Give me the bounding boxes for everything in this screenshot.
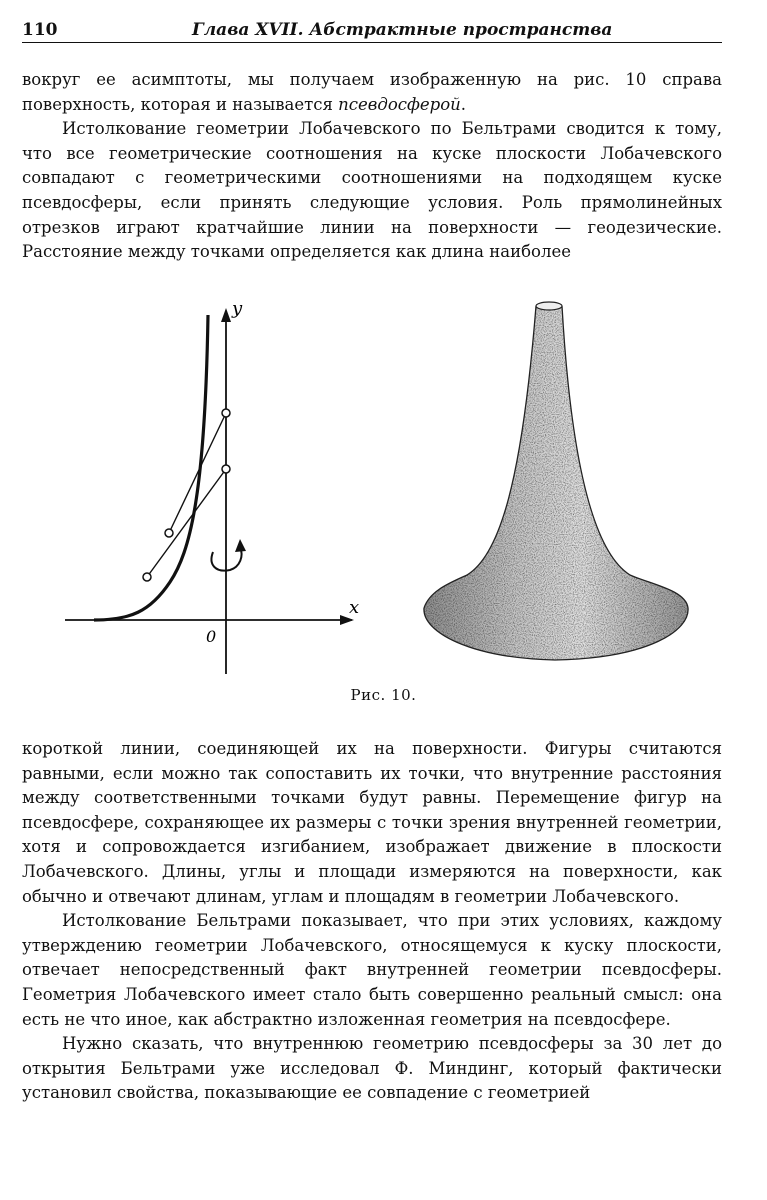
tangent-line-lower	[147, 469, 226, 577]
paragraph	[22, 68, 722, 117]
tractrix-curve	[94, 315, 208, 620]
term-pseudosphere: псевдосферой	[338, 94, 461, 114]
y-axis-label: y	[232, 298, 243, 319]
text-block-bottom	[22, 737, 722, 1106]
axis-point	[222, 465, 230, 473]
paragraph: короткой линии, соединяющей их на поверхности. Фигуры считаются равными, если можно так сопоставить их точки, что внутренние расстояния между соответственными точками будут равны. Перемещение фигур на псевдосфере, сохраняющее их размеры с точки зрения внутренней геометрии, хотя и сопровождается изгибанием, изображает движение в плоскости Лобачевского. Длины, углы и площади измеряются на поверхности, как обычно и отвечают длинам, углам и площадям в геометрии Лобачевского.	[22, 739, 722, 906]
figure-caption: Рис. 10.	[350, 686, 417, 704]
running-title: Глава XVII. Абстрактные пространства	[192, 20, 613, 40]
pseudosphere-stipple	[424, 306, 688, 660]
tangent-point	[165, 529, 173, 537]
figure-10	[50, 290, 730, 690]
axis-point	[222, 409, 230, 417]
tractrix-diagram	[65, 298, 359, 674]
figure-svg	[50, 290, 730, 690]
pseudosphere-top-opening	[536, 302, 562, 310]
paragraph: Нужно сказать, что внутреннюю геометрию псевдосферы за 30 лет до открытия Бельтрами уже исследовал Ф. Миндинг, который фактически установил свойства, показывающие ее совпадение с геометрией	[22, 1034, 722, 1103]
origin-label: 0	[206, 627, 217, 646]
pseudosphere-drawing	[424, 302, 688, 660]
x-axis-label: x	[349, 597, 360, 618]
rotation-arrowhead	[235, 539, 246, 552]
tangent-line-upper	[169, 413, 226, 533]
paragraph: Истолкование геометрии Лобачевского по Бельтрами сводится к тому, что все геометрические соотношения на куске плоскости Лобачевского совпадают с геометрическими соотношениями на подходящем куске псевдосферы, если принять следующие условия. Роль прямолинейных отрезков играют кратчайшие линии на поверхности — геодезические. Расстояние между точками определяется как длина наиболее	[22, 119, 722, 262]
text-span: вокруг ее асимптоты, мы получаем изображенную на рис. 10 справа поверхность, которая и называется	[22, 70, 722, 114]
page-number: 110	[22, 20, 58, 40]
tangent-point	[143, 573, 151, 581]
text-span: .	[460, 94, 467, 114]
y-axis-arrow	[221, 308, 231, 322]
page-header	[22, 14, 722, 43]
paragraph: Истолкование Бельтрами показывает, что при этих условиях, каждому утверждению геометрии Лобачевского, относящемуся к куску плоскости, отвечает непосредственный факт внутренней геометрии псевдосферы. Геометрия Лобачевского имеет стало быть совершенно реальный смысл: она есть не что иное, как абстрактно изложенная геометрия на псевдосфере.	[22, 911, 722, 1029]
text-block-top	[22, 68, 722, 265]
